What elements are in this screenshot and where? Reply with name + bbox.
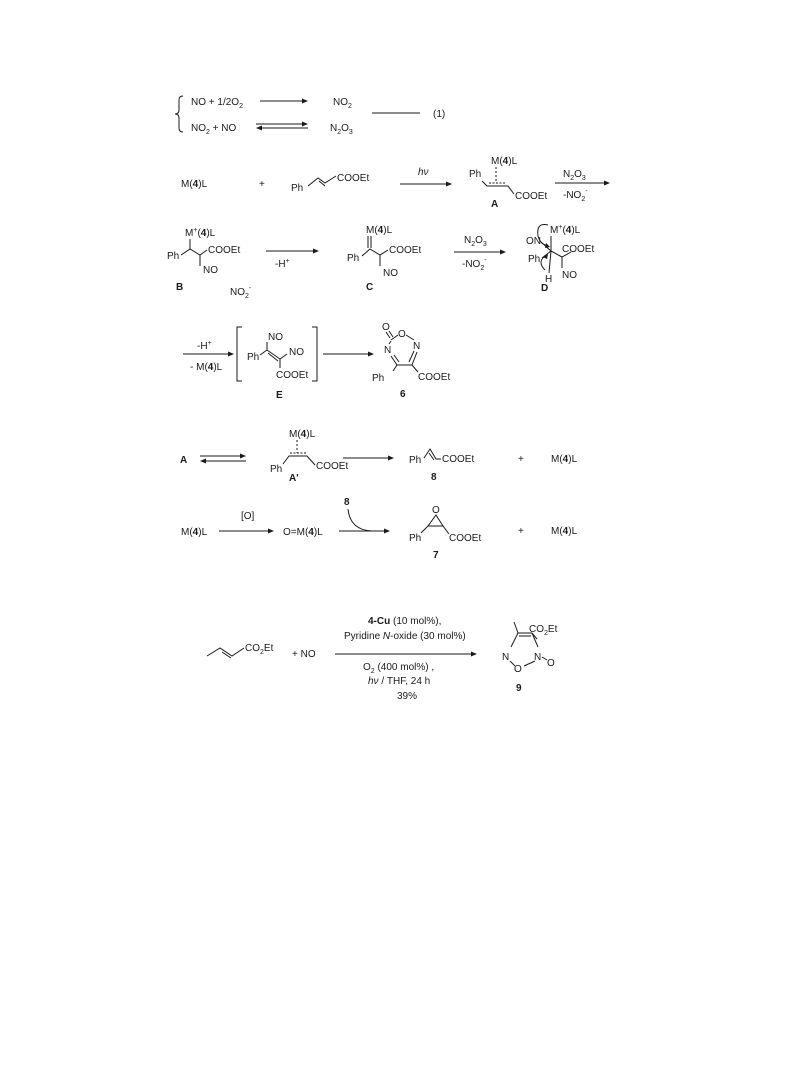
- E-no-right: NO: [289, 347, 304, 358]
- p6-oxide-o: O: [382, 322, 390, 333]
- bracket-left: [237, 327, 242, 381]
- Aprime-ph: Ph: [270, 464, 283, 475]
- p9-n-left: N: [502, 652, 510, 663]
- left-brace: [175, 96, 183, 132]
- p9-ring-o: O: [514, 664, 522, 675]
- A-ph: Ph: [469, 169, 482, 180]
- C-ph: Ph: [347, 253, 360, 264]
- scheme-epoxidation: [181, 497, 578, 561]
- B-cooet: COOEt: [208, 245, 241, 256]
- hv-label: hν: [418, 167, 429, 178]
- p6-n-left: N: [384, 345, 392, 356]
- plus-no: + NO: [292, 649, 316, 660]
- B-metal: M+(4)L: [185, 227, 216, 239]
- plus-sign-3: +: [518, 526, 524, 537]
- cinnamate-skeleton: [308, 176, 336, 186]
- p6-n-right: N: [413, 341, 421, 352]
- condition-catalyst: 4-Cu (10 mol%),: [368, 616, 442, 627]
- Aprime-label: A': [289, 473, 299, 484]
- cinnamate-ph: Ph: [291, 183, 304, 194]
- minus-h: -H+: [275, 258, 290, 270]
- A-cooet: COOEt: [515, 191, 548, 202]
- regenerated-ml-2: M(4)L: [551, 526, 578, 537]
- equation-1: [175, 96, 445, 136]
- p7-ph: Ph: [409, 533, 422, 544]
- D-metal: M+(4)L: [550, 224, 581, 236]
- substrate-entry-arrow: [348, 509, 372, 531]
- D-no: NO: [562, 270, 577, 281]
- p8-label-2: 8: [344, 497, 350, 508]
- catalyst-ml: M(4)L: [181, 179, 208, 190]
- yield: 39%: [397, 691, 418, 702]
- condition-oxygen: $O_2$ (400 mol%) ,: [363, 662, 435, 675]
- Aprime-metal: M(4)L: [289, 429, 316, 440]
- scheme-photo-step: [181, 156, 610, 210]
- p6-ring-o: O: [398, 329, 406, 340]
- D-ph: Ph: [528, 254, 541, 265]
- p6-ph: Ph: [372, 373, 385, 384]
- p9-methyl: [514, 622, 518, 633]
- E-cooet: COOEt: [276, 370, 309, 381]
- ml-start: M(4)L: [181, 527, 208, 538]
- Aprime-cooet: COOEt: [316, 461, 349, 472]
- p8-cooet: COOEt: [442, 454, 475, 465]
- A-label-2: A: [180, 455, 188, 466]
- D-h: H: [545, 274, 553, 285]
- condition-additive: Pyridine N-oxide (30 mol%): [344, 631, 466, 642]
- crotonate-co2et: $CO_2Et$: [245, 643, 274, 656]
- p9-oxide-o: O: [547, 658, 555, 669]
- C-label: C: [366, 282, 374, 293]
- plus-sign-2: +: [518, 454, 524, 465]
- p8-ph: Ph: [409, 455, 422, 466]
- scheme-furoxan-synthesis: [207, 616, 558, 702]
- p9-co2et: $CO_2Et$: [529, 624, 558, 637]
- A-metal: M(4)L: [491, 156, 518, 167]
- scheme-isomerization: [180, 429, 578, 484]
- eq1-row2-right: $N_2O_3$: [330, 123, 353, 136]
- B-label: B: [176, 282, 184, 293]
- plus-sign: +: [259, 179, 265, 190]
- minus-h-2: -H+: [197, 340, 212, 352]
- E-ph: Ph: [247, 352, 260, 363]
- p6-cooet: COOEt: [418, 372, 451, 383]
- C-metal: M(4)L: [366, 225, 393, 236]
- minus-no2-2: $-NO_2^-$: [462, 257, 487, 272]
- scheme-bcd: [167, 224, 594, 300]
- E-no-top: NO: [268, 332, 283, 343]
- C-cooet: COOEt: [389, 245, 422, 256]
- D-curly-arrow-bottom: [541, 256, 545, 270]
- cinnamate-cooet: COOEt: [337, 173, 370, 184]
- p8-label: 8: [431, 472, 437, 483]
- eq1-row2-left: $NO_2$ + NO: [191, 123, 237, 136]
- p7-label: 7: [433, 550, 439, 561]
- minus-no2: $-NO_2^-$: [563, 188, 588, 203]
- p6-label: 6: [400, 389, 406, 400]
- p7-cooet: COOEt: [449, 533, 482, 544]
- n2o3-reagent-2: $N_2O_3$: [464, 235, 487, 248]
- eq1-label: (1): [433, 109, 446, 120]
- eq1-row1-left: NO + $1/2O_2$: [191, 97, 243, 110]
- oxo-ml: O=M(4)L: [283, 527, 323, 538]
- bracket-right: [312, 327, 317, 381]
- B-counterion: $NO_2^-$: [230, 285, 252, 300]
- E-label: E: [276, 390, 283, 401]
- B-no: NO: [203, 265, 218, 276]
- scheme-e-6: [183, 322, 450, 401]
- condition-light-solvent: hν / THF, 24 h: [368, 676, 431, 687]
- A-label: A: [491, 199, 499, 210]
- p9-label: 9: [516, 683, 522, 694]
- p9-n-right: N: [534, 652, 542, 663]
- eq1-row1-right: $NO_2$: [333, 97, 352, 110]
- epoxide-o: O: [432, 505, 440, 516]
- regenerated-ml: M(4)L: [551, 454, 578, 465]
- D-label: D: [541, 283, 549, 294]
- minus-ml: - M(4)L: [190, 362, 223, 373]
- n2o3-reagent: $N_2O_3$: [563, 169, 586, 182]
- B-ph: Ph: [167, 251, 180, 262]
- oxidant-label: [O]: [241, 511, 255, 522]
- D-cooet: COOEt: [562, 244, 595, 255]
- D-on: ON: [526, 236, 541, 247]
- C-no: NO: [383, 268, 398, 279]
